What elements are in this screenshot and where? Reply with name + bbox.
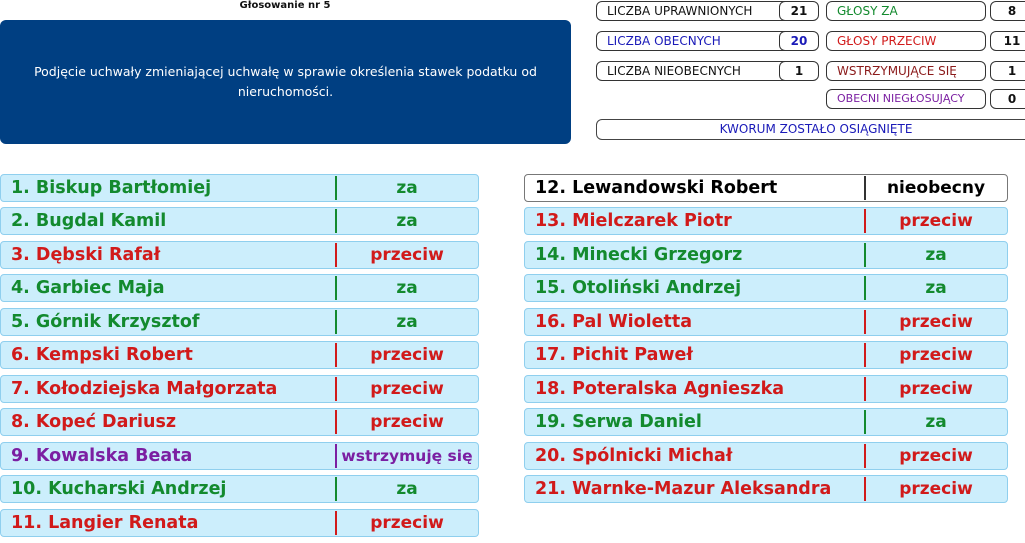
stat-wstrzymujace-value: 1 xyxy=(990,61,1025,81)
councillor-row xyxy=(0,207,479,235)
vote-result: za xyxy=(925,245,947,265)
councillor-row xyxy=(0,174,479,202)
stat-uprawnionych-label: LICZBA UPRAWNIONYCH xyxy=(596,1,816,21)
councillor-name: 7. Kołodziejska Małgorzata xyxy=(11,379,278,399)
councillor-row xyxy=(524,174,1008,202)
councillor-name: 18. Poteralska Agnieszka xyxy=(535,379,785,399)
vote-result: przeciw xyxy=(899,211,973,231)
vote-result: za xyxy=(396,178,418,198)
councillor-row xyxy=(524,341,1008,369)
councillor-row xyxy=(524,241,1008,269)
vote-result: przeciw xyxy=(370,379,444,399)
vote-result: za xyxy=(396,278,418,298)
vote-result: przeciw xyxy=(899,312,973,332)
resolution-text: Podjęcie uchwały zmieniającej uchwałę w sprawie określenia stawek podatku od nieruchomości. xyxy=(34,64,537,99)
councillor-row xyxy=(524,375,1008,403)
councillor-row xyxy=(524,408,1008,436)
councillor-row xyxy=(0,475,479,503)
councillor-name: 9. Kowalska Beata xyxy=(11,446,193,466)
vote-result: przeciw xyxy=(370,513,444,533)
councillor-name: 3. Dębski Rafał xyxy=(11,245,161,265)
vote-result: przeciw xyxy=(899,379,973,399)
councillor-name: 21. Warnke-Mazur Aleksandra xyxy=(535,479,832,499)
resolution-box xyxy=(0,20,571,144)
councillor-name: 17. Pichit Paweł xyxy=(535,345,693,365)
councillor-name: 20. Spólnicki Michał xyxy=(535,446,733,466)
councillor-name: 2. Bugdal Kamil xyxy=(11,211,167,231)
stat-za-value: 8 xyxy=(990,1,1025,21)
stat-obecnych-value: 20 xyxy=(779,31,819,51)
vote-result: wstrzymuję się xyxy=(341,447,473,465)
vote-result: nieobecny xyxy=(886,178,986,198)
stat-przeciw-label: GŁOSY PRZECIW xyxy=(826,31,986,51)
councillor-row xyxy=(524,274,1008,302)
vote-result: za xyxy=(396,211,418,231)
vote-result: za xyxy=(925,412,947,432)
councillor-row xyxy=(0,509,479,537)
councillor-name: 1. Biskup Bartłomiej xyxy=(11,178,212,198)
stat-nieobecnych-value: 1 xyxy=(779,61,819,81)
stat-za-label: GŁOSY ZA xyxy=(826,1,986,21)
vote-result: przeciw xyxy=(370,345,444,365)
councillor-row xyxy=(524,442,1008,470)
councillor-name: 19. Serwa Daniel xyxy=(535,412,702,432)
councillor-row xyxy=(0,408,479,436)
councillor-row xyxy=(0,274,479,302)
councillor-row xyxy=(0,241,479,269)
vote-result: za xyxy=(396,479,418,499)
councillor-name: 12. Lewandowski Robert xyxy=(535,178,778,198)
councillor-name: 13. Mielczarek Piotr xyxy=(535,211,732,231)
councillor-name: 11. Langier Renata xyxy=(11,513,199,533)
councillor-name: 8. Kopeć Dariusz xyxy=(11,412,177,432)
councillor-row xyxy=(524,207,1008,235)
councillor-name: 6. Kempski Robert xyxy=(11,345,193,365)
councillor-row xyxy=(524,308,1008,336)
councillor-row xyxy=(0,341,479,369)
councillor-row xyxy=(0,375,479,403)
councillor-name: 14. Minecki Grzegorz xyxy=(535,245,743,265)
stat-obecnych-label: LICZBA OBECNYCH xyxy=(596,31,816,51)
vote-result: przeciw xyxy=(370,412,444,432)
councillor-row xyxy=(0,308,479,336)
vote-result: przeciw xyxy=(370,245,444,265)
councillor-name: 15. Otoliński Andrzej xyxy=(535,278,742,298)
councillor-row xyxy=(524,475,1008,503)
vote-result: przeciw xyxy=(899,345,973,365)
vote-result: za xyxy=(396,312,418,332)
vote-result: za xyxy=(925,278,947,298)
vote-result: przeciw xyxy=(899,479,973,499)
councillor-name: 16. Pal Wioletta xyxy=(535,312,693,332)
stat-uprawnionych-value: 21 xyxy=(779,1,819,21)
councillor-name: 10. Kucharski Andrzej xyxy=(11,479,227,499)
stat-nieobecnych-label: LICZBA NIEOBECNYCH xyxy=(596,61,816,81)
stat-wstrzymujace-label: WSTRZYMUJĄCE SIĘ xyxy=(826,61,986,81)
stat-nieglosujacy-label: OBECNI NIEGŁOSUJĄCY xyxy=(826,89,986,109)
councillor-name: 5. Górnik Krzysztof xyxy=(11,312,200,332)
councillor-name: 4. Garbiec Maja xyxy=(11,278,165,298)
vote-result: przeciw xyxy=(899,446,973,466)
stat-nieglosujacy-value: 0 xyxy=(990,89,1025,109)
vote-title: Głosowanie nr 5 xyxy=(239,0,331,11)
kworum-status: KWORUM ZOSTAŁO OSIĄGNIĘTE xyxy=(596,119,1025,140)
stat-przeciw-value: 11 xyxy=(990,31,1025,51)
councillor-row xyxy=(0,442,479,470)
